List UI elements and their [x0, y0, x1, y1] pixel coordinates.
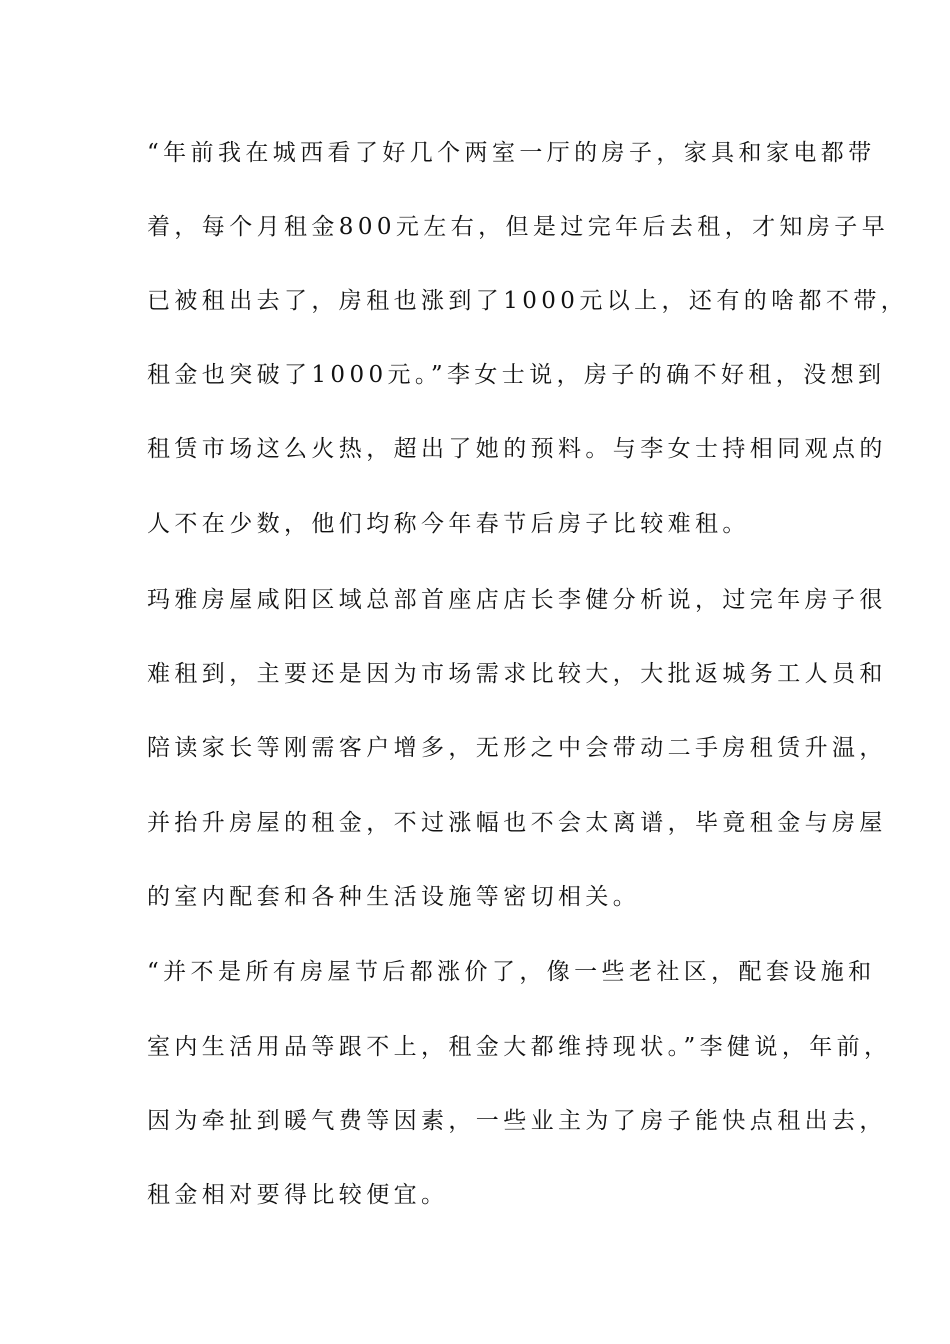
text-line: 租赁市场这么火热，超出了她的预料。与李女士持相同观点的 [147, 436, 887, 462]
text-line: 因为牵扯到暖气费等因素，一些业主为了房子能快点租出去， [147, 1108, 887, 1134]
text-line: “年前我在城西看了好几个两室一厅的房子，家具和家电都带 [147, 140, 876, 166]
text-line: 已被租出去了，房租也涨到了1000元以上，还有的啥都不带， [147, 288, 909, 314]
text-line: 人不在少数，他们均称今年春节后房子比较难租。 [147, 511, 750, 537]
text-line: 难租到，主要还是因为市场需求比较大，大批返城务工人员和 [147, 661, 887, 687]
text-line: 租金也突破了1000元。”李女士说，房子的确不好租，没想到 [147, 362, 886, 388]
text-line: 陪读家长等刚需客户增多，无形之中会带动二手房租赁升温， [147, 735, 887, 761]
text-line: 着，每个月租金800元左右，但是过完年后去租，才知房子早 [147, 214, 890, 240]
text-line: “并不是所有房屋节后都涨价了，像一些老社区，配套设施和 [147, 959, 876, 985]
text-line: 的室内配套和各种生活设施等密切相关。 [147, 884, 641, 910]
text-line: 室内生活用品等跟不上，租金大都维持现状。”李健说，年前， [147, 1034, 892, 1060]
text-line: 并抬升房屋的租金，不过涨幅也不会太离谱，毕竟租金与房屋 [147, 810, 887, 836]
text-line: 玛雅房屋咸阳区域总部首座店店长李健分析说，过完年房子很 [147, 587, 887, 613]
text-line: 租金相对要得比较便宜。 [147, 1182, 449, 1208]
